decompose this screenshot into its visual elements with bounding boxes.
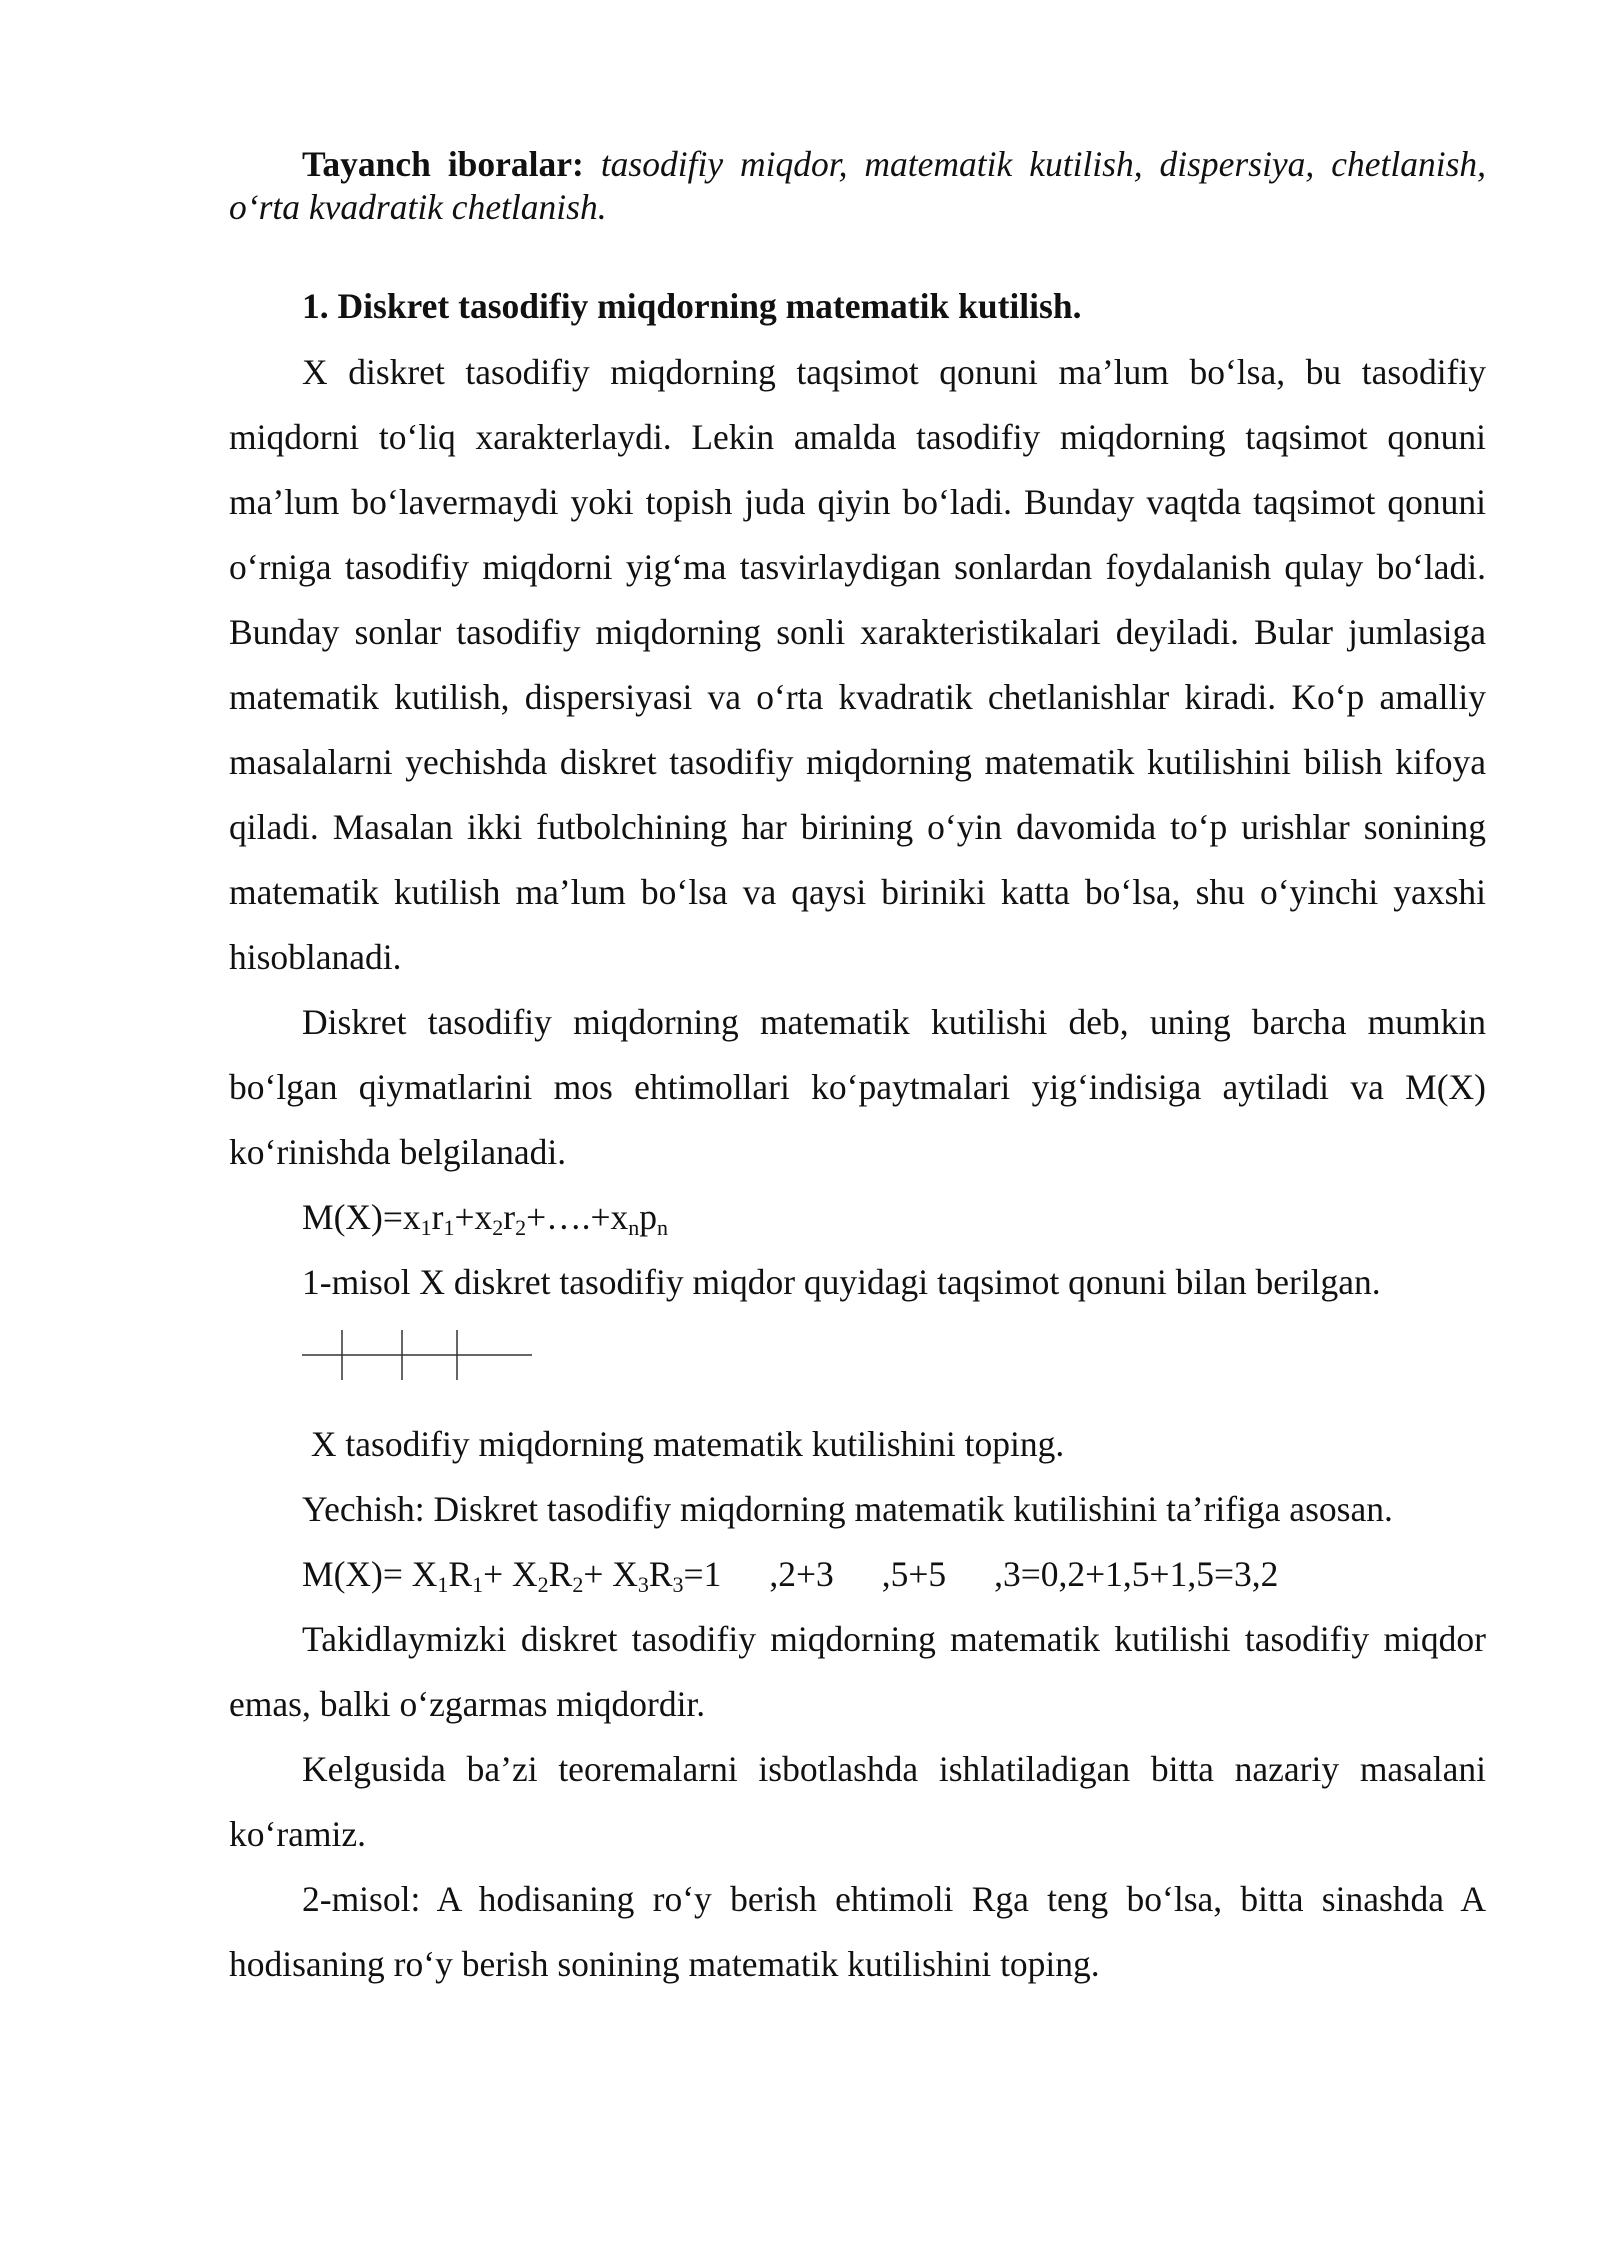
formula-part: M(X)= X [302, 1554, 438, 1594]
formula-part: ,5+5 [881, 1554, 947, 1594]
paragraph-4: Kelgusida ba’zi teoremalarni isbotlashda ishlatiladigan bitta nazariy masalani ko‘ramiz. [229, 1749, 1486, 1854]
formula-sub: 3 [637, 1572, 649, 1597]
task-1: X tasodifiy miqdorning matematik kutilishini toping. [302, 1424, 1065, 1464]
keywords-label: Tayanch iboralar: [302, 144, 584, 184]
formula-part: r [503, 1197, 516, 1237]
formula-part: ,3=0,2+1,5+1,5=3,2 [994, 1554, 1279, 1594]
formula-sub: 1 [472, 1572, 484, 1597]
formula-sub: 3 [672, 1572, 684, 1597]
formula-sub: 1 [437, 1572, 449, 1597]
formula-expectation-definition [229, 1185, 668, 1250]
formula-sub: 2 [572, 1572, 584, 1597]
formula-part: r [431, 1197, 444, 1237]
formula-part: R [448, 1554, 473, 1594]
formula-part: =1 [683, 1554, 722, 1594]
formula-expectation-calc [229, 1542, 1278, 1607]
formula-part: R [548, 1554, 573, 1594]
formula-sub: 2 [492, 1215, 504, 1240]
paragraph-1: X diskret tasodifiy miqdorning taqsimot qonuni ma’lum bo‘lsa, bu tasodifiy miqdorni to‘liq xarakterlaydi. Lekin amalda tasodifiy miqdorning taqsimot qonuni ma’lum bo‘lavermaydi yoki topish juda qiyin bo‘ladi. Bunday vaqtda taqsimot qonuni o‘rniga tasodifiy miqdorni yig‘ma tasvirlaydigan sonlardan foydalanish qulay bo‘ladi. Bunday sonlar tasodifiy miqdorning sonli xarakteristikalari deyiladi. Bular jumlasiga matematik kutilish, dispersiyasi va o‘rta kvadratik chetlanishlar kiradi. Ko‘p amalliy masalalarni yechishda diskret tasodifiy miqdorning matematik kutilishini bilish kifoya qiladi. Masalan ikki futbolchining har birining o‘yin davomida to‘p urishlar sonining matematik kutilish ma’lum bo‘lsa va qaysi biriniki katta bo‘lsa, shu o‘yinchi yaxshi hisoblanadi. [229, 352, 1486, 977]
formula-part: +….+x [526, 1197, 629, 1237]
formula-sub: 2 [515, 1215, 527, 1240]
example-1: 1-misol X diskret tasodifiy miqdor quyidagi taqsimot qonuni bilan berilgan. [302, 1262, 1381, 1302]
formula-part: + X [483, 1554, 538, 1594]
formula-part: M(X)=x [302, 1197, 421, 1237]
paragraph-2: Diskret tasodifiy miqdorning matematik kutilishi deb, uning barcha mumkin bo‘lgan qiymatlarini mos ehtimollari ko‘paytmalari yig‘indisiga aytiladi va M(X) ko‘rinishda belgilanadi. [229, 1002, 1486, 1172]
formula-part: p [639, 1197, 657, 1237]
paragraph-3: Takidlaymizki diskret tasodifiy miqdorning matematik kutilishi tasodifiy miqdor emas, balki o‘zgarmas miqdordir. [229, 1619, 1486, 1724]
formula-part: +x [454, 1197, 493, 1237]
formula-sub: 1 [443, 1215, 455, 1240]
keywords-terms: tasodifiy miqdor, matematik kutilish, dispersiya, chetlanish, o‘rta kvadratik chetlanish. [229, 144, 1487, 227]
formula-part: R [648, 1554, 673, 1594]
formula-part: ,2+3 [769, 1554, 834, 1594]
distribution-table-fragment [302, 1330, 532, 1380]
keywords-paragraph [229, 143, 1486, 229]
solution-1: Yechish: Diskret tasodifiy miqdorning matematik kutilishini ta’rifiga asosan. [302, 1489, 1393, 1529]
formula-sub: 1 [420, 1215, 432, 1240]
formula-sub: n [628, 1215, 640, 1240]
example-2: 2-misol: A hodisaning ro‘y berish ehtimoli Rga teng bo‘lsa, bitta sinashda A hodisaning ro‘y berish sonining matematik kutilishini toping. [229, 1879, 1486, 1984]
formula-part: + X [583, 1554, 638, 1594]
formula-sub: 2 [537, 1572, 549, 1597]
formula-sub: n [656, 1215, 668, 1240]
section-heading: 1. Diskret tasodifiy miqdorning matematik kutilish. [302, 286, 1082, 326]
